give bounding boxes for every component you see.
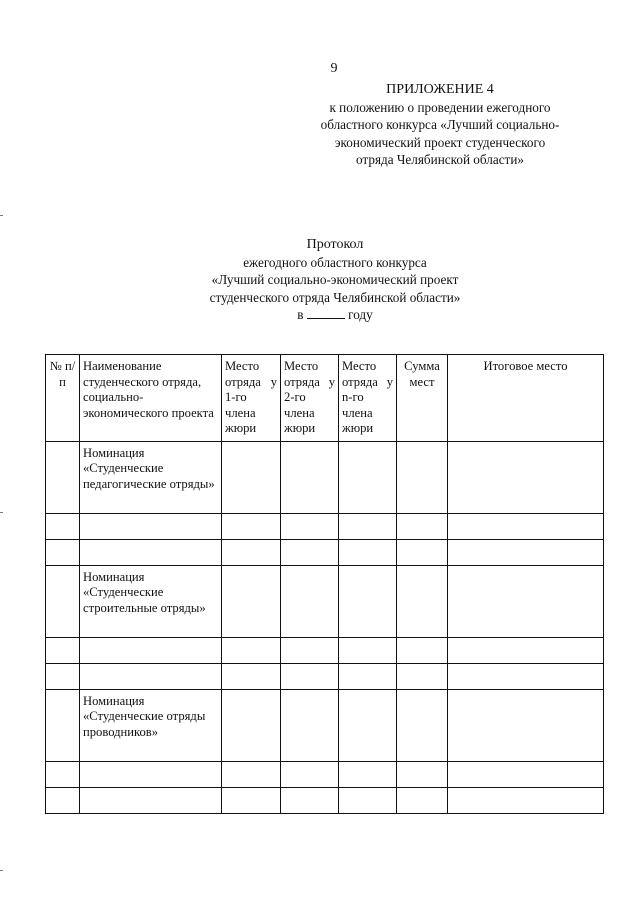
nomination-row: [46, 441, 604, 513]
table-cell: [339, 689, 397, 761]
nomination-label: Номинация «Студенческие педагогические отряды»: [80, 441, 222, 513]
protocol-title: Протокол: [306, 237, 364, 252]
table-cell: [281, 513, 339, 539]
table-cell: [448, 663, 604, 689]
table-cell: [448, 637, 604, 663]
table-cell: [397, 539, 448, 565]
nomination-label: Номинация «Студенческие строительные отряды»: [80, 565, 222, 637]
appendix-header: [300, 81, 580, 169]
header-num: № п/п: [46, 355, 80, 442]
table-cell: [46, 663, 80, 689]
table-cell: [397, 761, 448, 787]
table-cell: [80, 513, 222, 539]
table-cell: [339, 787, 397, 813]
year-suffix: году: [348, 307, 373, 322]
table-cell: [397, 637, 448, 663]
table-cell: [397, 663, 448, 689]
table-cell: [281, 565, 339, 637]
header-place-1: Место отряда у 1-го члена жюри: [222, 355, 281, 442]
table-cell: [397, 689, 448, 761]
table-header-row: [46, 355, 604, 442]
table-cell: [80, 663, 222, 689]
table-cell: [448, 787, 604, 813]
table-cell: [222, 565, 281, 637]
appendix-line: экономический проект студенческого: [334, 134, 546, 150]
appendix-title: ПРИЛОЖЕНИЕ 4: [386, 82, 494, 97]
header-sum: Сумма мест: [397, 355, 448, 442]
table-cell: [339, 663, 397, 689]
table-cell: [281, 689, 339, 761]
table-row: [46, 539, 604, 565]
table-cell: [397, 441, 448, 513]
table-cell: [46, 441, 80, 513]
protocol-table: [45, 354, 604, 814]
table-cell: [222, 663, 281, 689]
protocol-line: студенческого отряда Челябинской области»: [209, 289, 461, 305]
table-cell: [46, 787, 80, 813]
table-cell: [339, 637, 397, 663]
year-prefix: в: [297, 307, 304, 322]
appendix-line: к положению о проведении ежегодного: [329, 99, 551, 115]
header-place-n: Место отряда у n-го члена жюри: [339, 355, 397, 442]
table-row: [46, 787, 604, 813]
nomination-row: [46, 565, 604, 637]
table-cell: [80, 637, 222, 663]
page-number: 9: [330, 61, 338, 76]
table-cell: [281, 663, 339, 689]
table-cell: [339, 761, 397, 787]
scan-edge-mark: [0, 870, 3, 871]
table-cell: [448, 441, 604, 513]
table-cell: [448, 539, 604, 565]
protocol-year-line: [150, 306, 520, 324]
table-cell: [46, 539, 80, 565]
table-cell: [222, 441, 281, 513]
table-cell: [222, 513, 281, 539]
scan-edge-mark: [0, 512, 3, 513]
header-name: Наименование студенческого отряда, социально-экономического проекта: [80, 355, 222, 442]
header-total: Итоговое место: [448, 355, 604, 442]
protocol-heading: [150, 236, 520, 324]
table-cell: [46, 689, 80, 761]
scan-edge-mark: [0, 215, 3, 216]
table-cell: [80, 787, 222, 813]
table-cell: [397, 513, 448, 539]
table-cell: [339, 539, 397, 565]
header-place-2: Место отряда у 2-го члена жюри: [281, 355, 339, 442]
nomination-label: Номинация «Студенческие отряды проводников»: [80, 689, 222, 761]
table-row: [46, 513, 604, 539]
year-blank: [307, 306, 345, 319]
protocol-line: ежегодного областного конкурса: [243, 254, 427, 270]
table-cell: [80, 539, 222, 565]
table-cell: [448, 565, 604, 637]
table-cell: [281, 441, 339, 513]
table-row: [46, 637, 604, 663]
table-cell: [46, 761, 80, 787]
table-cell: [448, 689, 604, 761]
table-cell: [281, 539, 339, 565]
table-cell: [281, 637, 339, 663]
table-cell: [339, 441, 397, 513]
table-cell: [448, 761, 604, 787]
table-cell: [46, 513, 80, 539]
table-cell: [281, 787, 339, 813]
table-cell: [46, 637, 80, 663]
table-cell: [222, 761, 281, 787]
table-row: [46, 761, 604, 787]
protocol-line: «Лучший социально-экономический проект: [211, 272, 459, 287]
table-cell: [448, 513, 604, 539]
table-cell: [222, 539, 281, 565]
appendix-line: областного конкурса «Лучший социально-: [320, 117, 560, 132]
appendix-line: отряда Челябинской области»: [356, 152, 524, 167]
table-cell: [397, 787, 448, 813]
table-row: [46, 663, 604, 689]
table-cell: [46, 565, 80, 637]
nomination-row: [46, 689, 604, 761]
table-cell: [80, 761, 222, 787]
table-cell: [222, 787, 281, 813]
table-cell: [222, 637, 281, 663]
table-cell: [397, 565, 448, 637]
table-cell: [339, 513, 397, 539]
table-cell: [222, 689, 281, 761]
table-cell: [339, 565, 397, 637]
table-cell: [281, 761, 339, 787]
